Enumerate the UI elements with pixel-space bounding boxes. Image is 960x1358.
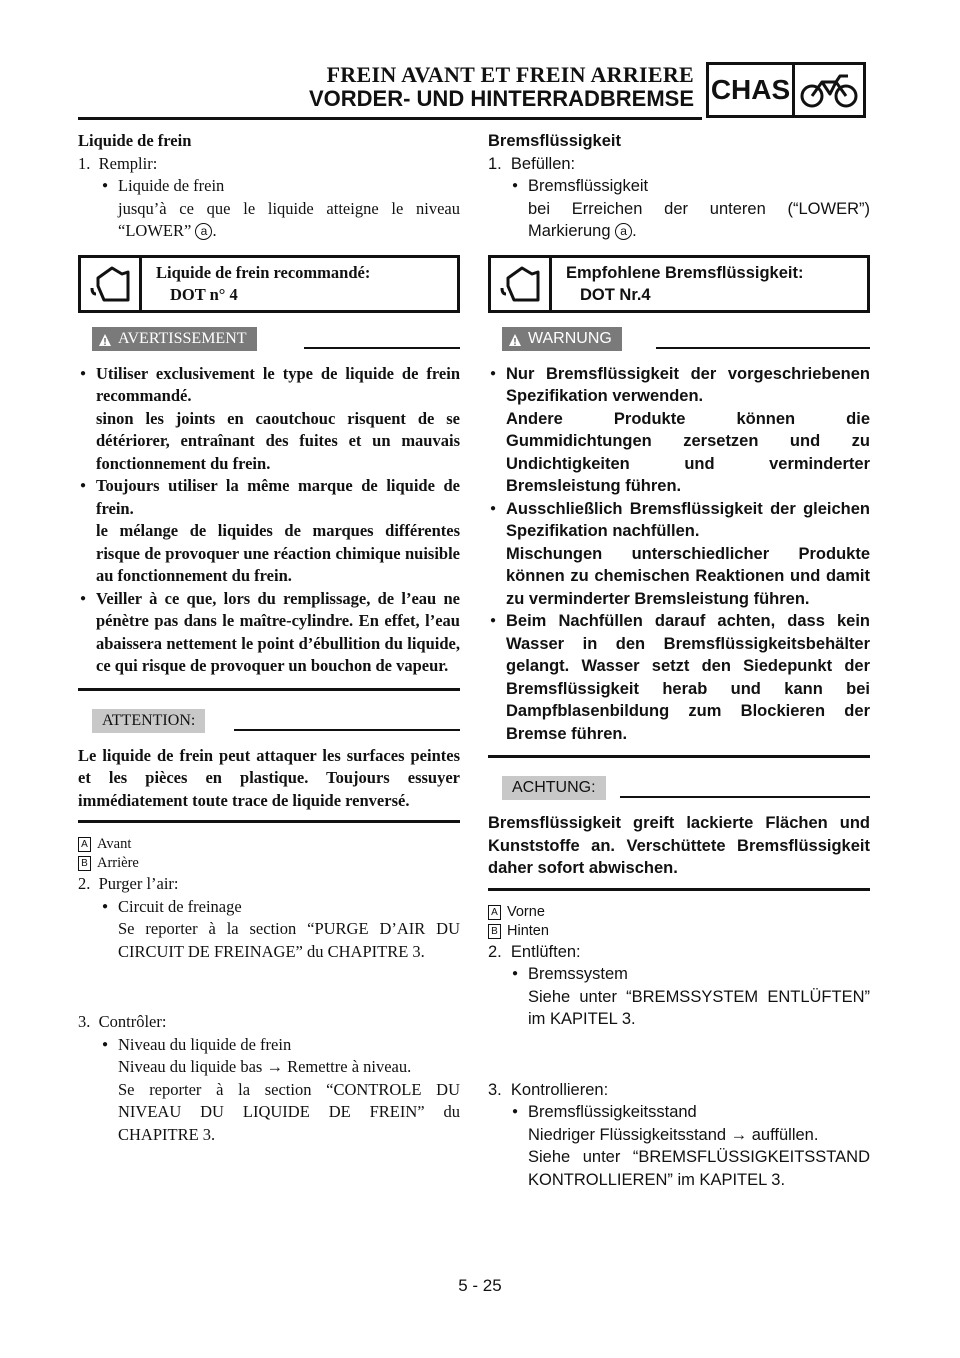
section-badge bbox=[706, 62, 866, 118]
spec-label: Empfohlene Bremsflüssigkeit: bbox=[566, 263, 804, 282]
warning-end-rule bbox=[78, 688, 460, 691]
step-1-item: ● Bremsflüssigkeit bbox=[488, 175, 870, 198]
column-french bbox=[78, 130, 460, 1146]
warning-header bbox=[78, 327, 460, 353]
warning-item: ● Ausschließlich Bremsflüssigkeit der gleichen Spezifikation nachfüllen. bbox=[488, 498, 870, 543]
oil-can-icon bbox=[491, 258, 552, 310]
step-2: 2. Entlüften: bbox=[488, 942, 581, 961]
step-1-text: bei Erreichen der unteren (“LOWER”) Markierung a . bbox=[528, 199, 870, 240]
warning-item: ● Toujours utiliser la même marque de liquide de frein. bbox=[78, 475, 460, 520]
warning-item: Andere Produkte können die Gummidichtungen zersetzen und zu Undichtigkeiten und verminderter Bremsleistung führen. bbox=[506, 409, 870, 495]
page-number: 5 - 25 bbox=[458, 1276, 502, 1295]
section-heading: Liquide de frein bbox=[78, 131, 192, 150]
warning-item: ● Beim Nachfüllen darauf achten, dass kein Wasser in den Bremsflüssigkeitsbehälter gelangt. Wasser setzt den Siedepunkt der Bremsflüssigkeit herab und kann bei Dampfblasenbildung zum Blockieren der Bremse führen. bbox=[488, 610, 870, 745]
step-1: 1. Remplir: bbox=[78, 153, 158, 173]
attention-header bbox=[78, 709, 460, 735]
section-code: CHAS bbox=[709, 65, 795, 115]
attention-rule bbox=[234, 729, 460, 731]
warning-item: ● Veiller à ce que, lors du remplissage, de l’eau ne pénètre pas dans le maître-cylindre. En effet, l’eau abaissera nettement le point d’ébullition du liquide, ce qui risque de provoquer un bouchon de vapeur. bbox=[78, 588, 460, 678]
step-2-text: Siehe unter “BREMSSYSTEM ENTLÜFTEN” im KAPITEL 3. bbox=[528, 987, 870, 1028]
attention-text: Bremsflüssigkeit greift lackierte Flächen und Kunststoffe an. Verschüttete Bremsflüssigkeit daher sofort abwischen. bbox=[488, 814, 870, 877]
attention-header bbox=[488, 776, 870, 802]
spec-label: Liquide de frein recommandé: bbox=[156, 262, 371, 282]
legend-front: A Vorne bbox=[488, 903, 870, 922]
step-3-item: ● Niveau du liquide de frein bbox=[78, 1034, 460, 1057]
step-1-item: ● Liquide de frein bbox=[78, 175, 460, 198]
motorcycle-icon bbox=[795, 65, 863, 115]
step-2-item: ● Circuit de freinage bbox=[78, 896, 460, 919]
step-3: 3. Kontrollieren: bbox=[488, 1080, 609, 1099]
step-2: 2. Purger l’air: bbox=[78, 874, 179, 893]
warning-rule bbox=[304, 347, 460, 349]
warning-item: Mischungen unterschiedlicher Produkte können zu chemischen Reaktionen und damit zu verminderter Bremsleistung führen. bbox=[506, 544, 870, 608]
legend-rear: B Arrière bbox=[78, 854, 460, 873]
attention-label: ATTENTION: bbox=[92, 709, 205, 733]
warning-item: le mélange de liquides de marques différentes risque de provoquer une réaction chimique nuisible au fonctionnement du frein. bbox=[96, 521, 460, 585]
legend-front: A Avant bbox=[78, 835, 460, 854]
warning-label: AVERTISSEMENT bbox=[92, 327, 257, 351]
spec-box bbox=[488, 255, 870, 313]
step-3-item: ● Bremsflüssigkeitsstand bbox=[488, 1101, 870, 1124]
step-3-text-2: Se reporter à la section “CONTROLE DU NIVEAU DU LIQUIDE DE FREIN” du CHAPITRE 3. bbox=[118, 1079, 460, 1144]
warning-triangle-icon bbox=[98, 331, 112, 355]
attention-end-rule bbox=[488, 888, 870, 891]
step-2-item: ● Bremssystem bbox=[488, 963, 870, 986]
warning-header bbox=[488, 327, 870, 353]
step-2-text: Se reporter à la section “PURGE D’AIR DU CIRCUIT DE FREINAGE” du CHAPITRE 3. bbox=[118, 919, 460, 961]
marker-a: a bbox=[615, 223, 632, 240]
warning-triangle-icon bbox=[508, 331, 522, 355]
attention-text: Le liquide de frein peut attaquer les surfaces peintes et les pièces en plastique. Toujours essuyer immédiatement toute trace de liquide renversé. bbox=[78, 745, 460, 810]
legend-rear: B Hinten bbox=[488, 922, 870, 941]
oil-can-icon bbox=[81, 258, 142, 310]
attention-label: ACHTUNG: bbox=[502, 776, 606, 800]
warning-end-rule bbox=[488, 755, 870, 758]
spec-box bbox=[78, 255, 460, 313]
warning-item: sinon les joints en caoutchouc risquent de se détériorer, entraînant des fuites et un mauvais fonctionnement du frein. bbox=[96, 408, 460, 473]
header-rule bbox=[78, 117, 702, 120]
marker-a: a bbox=[195, 223, 212, 240]
step-3: 3. Contrôler: bbox=[78, 1012, 167, 1031]
attention-end-rule bbox=[78, 820, 460, 823]
header-title-de: VORDER- UND HINTERRADBREMSE bbox=[308, 86, 694, 111]
warning-item: ● Utiliser exclusivement le type de liquide de frein recommandé. bbox=[78, 363, 460, 408]
warning-item: ● Nur Bremsflüssigkeit der vorgeschriebenen Spezifikation verwenden. bbox=[488, 363, 870, 408]
section-heading: Bremsflüssigkeit bbox=[488, 132, 621, 150]
step-3-text-1: Niedriger Flüssigkeitsstand → auffüllen. bbox=[528, 1125, 819, 1144]
column-german bbox=[488, 130, 870, 1191]
warning-rule bbox=[656, 347, 870, 349]
step-3-text-1: Niveau du liquide bas → Remettre à niveau. bbox=[118, 1057, 412, 1076]
step-3-text-2: Siehe unter “BREMSFLÜSSIGKEITSSTAND KONTROLLIEREN” im KAPITEL 3. bbox=[528, 1148, 870, 1189]
step-1-text: jusqu’à ce que le liquide atteigne le niveau “LOWER” a . bbox=[118, 198, 460, 240]
spec-value: DOT Nr.4 bbox=[580, 285, 651, 304]
spec-value: DOT n° 4 bbox=[170, 284, 238, 304]
step-1: 1. Befüllen: bbox=[488, 154, 576, 173]
attention-rule bbox=[620, 796, 870, 798]
warning-label: WARNUNG bbox=[502, 327, 622, 351]
header-title-fr: FREIN AVANT ET FREIN ARRIERE bbox=[326, 62, 694, 87]
